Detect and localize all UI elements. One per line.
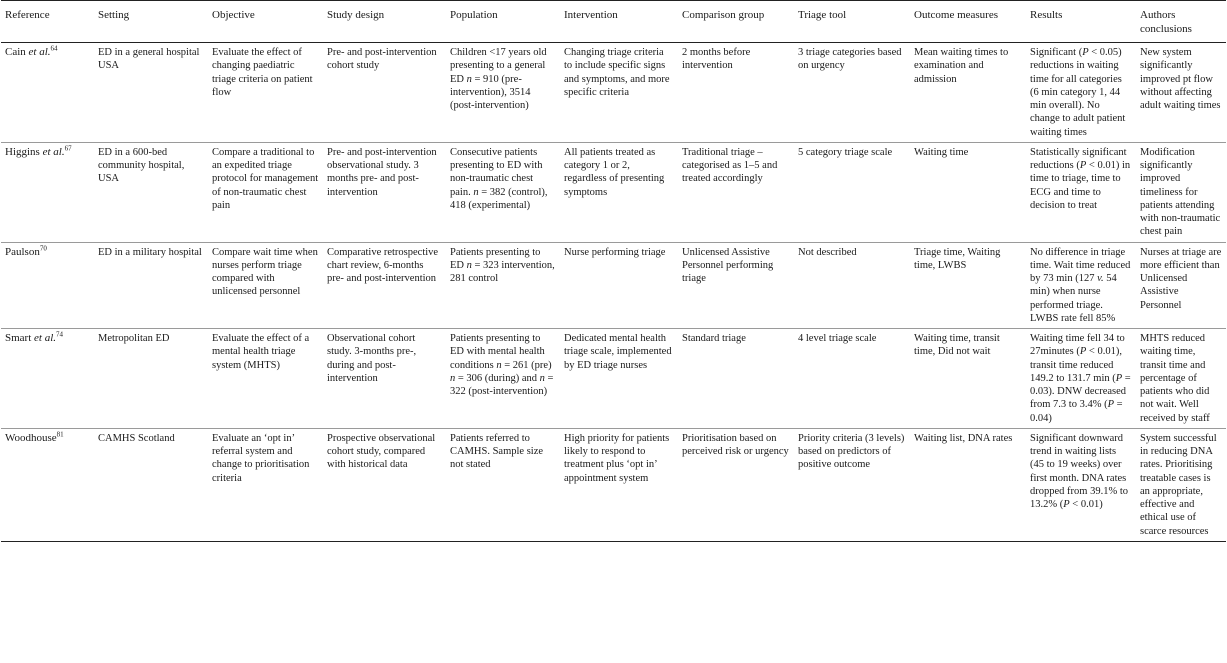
table-row	[1, 428, 1226, 541]
header-objective: Objective	[212, 9, 255, 21]
cell-outcome-measures: Triage time, Waiting time, LWBS	[914, 246, 1001, 271]
cell-comparison-group: Standard triage	[682, 333, 746, 344]
cell-comparison-group: 2 months before intervention	[682, 47, 751, 72]
cell-authors-conclusions: Nurses at triage are more efficient than Unlicensed Assistive Personnel	[1140, 246, 1222, 311]
cell-population: Patients referred to CAMHS. Sample size not stated	[450, 432, 544, 471]
header-intervention: Intervention	[564, 9, 618, 21]
cell-setting: ED in a military hospital	[98, 246, 202, 258]
cell-objective: Evaluate the effect of changing paediatric triage criteria on patient flow	[212, 47, 313, 98]
header-setting: Setting	[98, 9, 130, 21]
cell-setting: ED in a general hospital USA	[98, 47, 200, 72]
cell-study-design: Comparative retrospective chart review, 6-months pre- and post-intervention	[327, 246, 439, 284]
table-row	[1, 329, 1226, 429]
header-population: Population	[450, 9, 498, 21]
table-row	[1, 242, 1226, 329]
cell-authors-conclusions: New system significantly improved pt flow without affecting adult waiting times	[1140, 47, 1221, 111]
cell-comparison-group: Prioritisation based on perceived risk or urgency	[682, 432, 789, 457]
cell-reference: Woodhouse$^{81}$	[5, 430, 64, 444]
header-reference: Reference	[5, 9, 50, 21]
cell-objective: Compare wait time when nurses perform triage compared with unlicensed personnel	[212, 246, 318, 298]
cell-reference: Paulson$^{70}$	[5, 243, 47, 258]
cell-results: Waiting time fell 34 to 27minutes (P < 0.01), transit time reduced 149.2 to 131.7 min (P = 0.03). DNW decreased from 7.3 to 3.4% (P = 0.04)	[1030, 333, 1131, 424]
cell-objective: Evaluate the effect of a mental health triage system (MHTS)	[212, 333, 310, 371]
table-row	[1, 142, 1226, 242]
cell-reference: Cain et al.$^{64}$	[5, 44, 58, 58]
cell-intervention: Dedicated mental health triage scale, implemented by ED triage nurses	[564, 333, 672, 371]
cell-reference: Smart et al.$^{74}$	[5, 330, 64, 344]
cell-outcome-measures: Waiting time, transit time, Did not wait	[914, 333, 1000, 358]
header-results: Results	[1030, 9, 1063, 21]
cell-intervention: Nurse performing triage	[564, 246, 666, 258]
cell-objective: Evaluate an ‘opt in’ referral system and change to prioritisation criteria	[212, 432, 310, 484]
cell-triage-tool: 5 category triage scale	[798, 146, 893, 158]
cell-triage-tool: Not described	[798, 246, 857, 258]
cell-objective: Compare a traditional to an expedited triage protocol for management of non-traumatic chest pain	[212, 146, 319, 211]
table-row	[1, 43, 1226, 143]
cell-triage-tool: 4 level triage scale	[798, 333, 877, 344]
header-outcome-measures: Outcome measures	[914, 9, 998, 21]
cell-setting: CAMHS Scotland	[98, 432, 175, 444]
cell-comparison-group: Unlicensed Assistive Personnel performing triage	[682, 246, 774, 284]
cell-triage-tool: 3 triage categories based on urgency	[798, 47, 902, 72]
cell-reference: Higgins et al.$^{67}$	[5, 144, 72, 158]
table-body	[1, 43, 1226, 542]
cell-results: Statistically significant reductions (P < 0.01) in time to triage, time to ECG and time to decision to treat	[1030, 146, 1131, 211]
header-row	[1, 1, 1226, 43]
cell-outcome-measures: Waiting time	[914, 146, 969, 158]
header-triage-tool: Triage tool	[798, 9, 847, 21]
cell-results: No difference in triage time. Wait time reduced by 73 min (127 v. 54 min) when nurse performed triage. LWBS rate fell 85%	[1030, 246, 1131, 324]
cell-population: Patients presenting to ED n = 323 intervention, 281 control	[450, 246, 555, 284]
cell-setting: ED in a 600-bed community hospital, USA	[98, 146, 185, 185]
cell-authors-conclusions: Modification significantly improved timeliness for patients attending with non-traumatic chest pain	[1140, 146, 1221, 238]
cell-population: Children <17 years old presenting to a general ED n = 910 (pre-intervention), 3514 (post-intervention)	[450, 47, 547, 111]
cell-study-design: Observational cohort study. 3-months pre-, during and post-intervention	[327, 333, 417, 384]
cell-comparison-group: Traditional triage – categorised as 1–5 and treated accordingly	[682, 146, 778, 185]
header-study-design: Study design	[327, 9, 385, 21]
cell-study-design: Pre- and post-intervention observational study. 3 months pre- and post-intervention	[327, 146, 437, 198]
cell-outcome-measures: Waiting list, DNA rates	[914, 432, 1013, 444]
cell-population: Patients presenting to ED with mental health conditions n = 261 (pre) n = 306 (during) and n = 322 (post-intervention)	[450, 333, 554, 397]
cell-results: Significant downward trend in waiting lists (45 to 19 weeks) over first month. DNA rates dropped from 39.1% to 13.2% (P < 0.01)	[1030, 432, 1128, 510]
cell-intervention: All patients treated as category 1 or 2, regardless of presenting symptoms	[564, 146, 665, 198]
cell-authors-conclusions: System successful in reducing DNA rates. Prioritising treatable cases is an appropriate, effective and ethical use of scarce resources	[1140, 432, 1217, 537]
cell-intervention: High priority for patients likely to respond to treatment plus ‘opt in’ appointment system	[564, 432, 670, 484]
cell-outcome-measures: Mean waiting times to examination and admission	[914, 47, 1009, 85]
cell-setting: Metropolitan ED	[98, 333, 170, 344]
studies-table	[1, 0, 1226, 542]
header-comparison-group: Comparison group	[682, 9, 765, 21]
cell-authors-conclusions: MHTS reduced waiting time, transit time and percentage of patients who did not wait. Well received by staff	[1140, 333, 1210, 424]
cell-triage-tool: Priority criteria (3 levels) based on predictors of positive outcome	[798, 432, 905, 471]
cell-study-design: Pre- and post-intervention cohort study	[327, 47, 437, 72]
cell-study-design: Prospective observational cohort study, compared with historical data	[327, 432, 436, 471]
cell-population: Consecutive patients presenting to ED with non-traumatic chest pain. n = 382 (control), 418 (experimental)	[450, 146, 548, 211]
header-authors-conclusions: Authors conclusions	[1140, 9, 1192, 35]
cell-intervention: Changing triage criteria to include specific signs and symptoms, and more specific criteria	[564, 47, 670, 98]
cell-results: Significant (P < 0.05) reductions in waiting time for all categories (6 min category 1, 44 min overall). No change to adult patient waiting times	[1030, 47, 1126, 138]
